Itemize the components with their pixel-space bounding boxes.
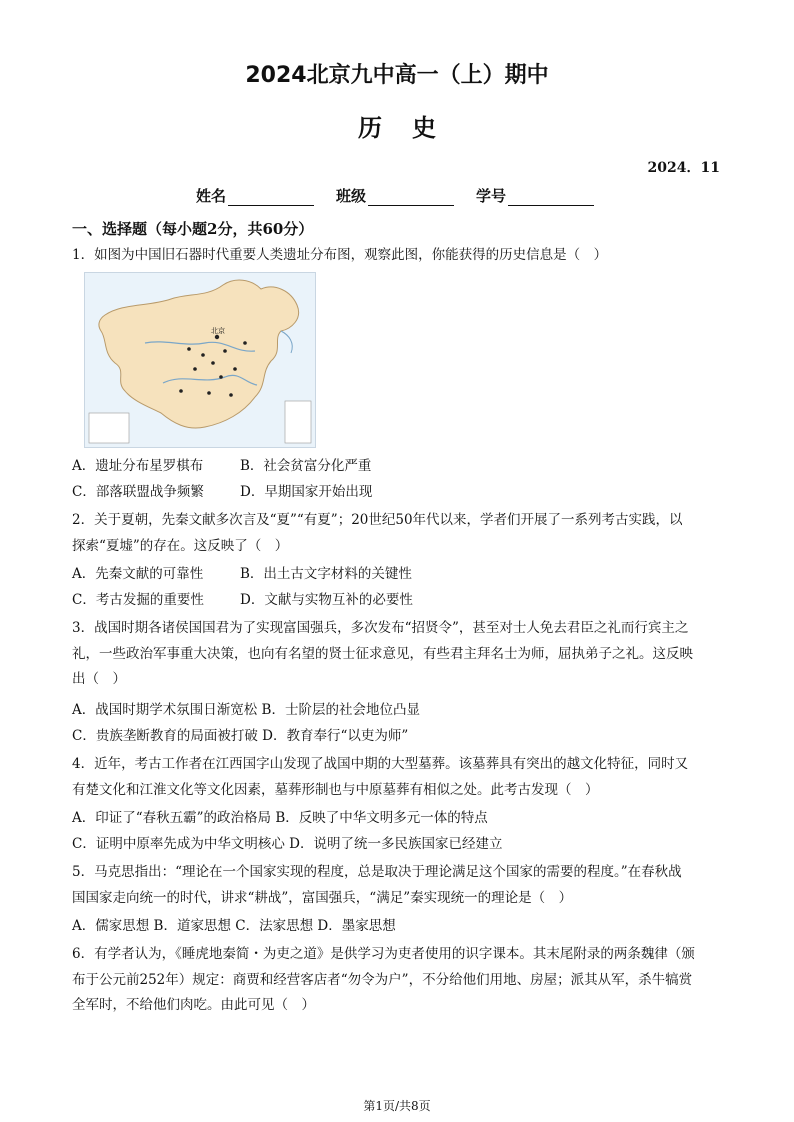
question-line: 有楚文化和江淮文化等文化因素，墓葬形制也与中原墓葬有相似之处。此考古发现（ ）	[72, 781, 599, 798]
question-5-options	[72, 914, 722, 940]
option-line-abcd[interactable]: A．儒家思想 B．道家思想 C．法家思想 D．墨家思想	[72, 918, 396, 934]
china-map-figure	[85, 273, 315, 447]
id-field	[476, 185, 594, 206]
options-row	[72, 454, 722, 480]
name-label: 姓名	[196, 187, 227, 205]
question-3-options	[72, 698, 722, 749]
class-blank	[368, 189, 454, 206]
question-3	[72, 616, 722, 693]
section-heading: 一、选择题（每小题2分，共60分）	[72, 220, 314, 238]
option-line-ab[interactable]: A．印证了“春秋五霸”的政治格局 B．反映了中华文明多元一体的特点	[72, 810, 488, 826]
question-5	[72, 860, 722, 911]
student-info-fields	[196, 185, 594, 206]
question-line: 出（ ）	[72, 671, 126, 687]
question-line: 1．如图为中国旧石器时代重要人类遗址分布图，观察此图，你能获得的历史信息是（ ）	[72, 247, 608, 263]
page-footer: 第1页/共8页	[363, 1099, 431, 1113]
option-d[interactable]: D．文献与实物互补的必要性	[240, 591, 413, 608]
exam-date: 2024．11	[647, 160, 720, 176]
question-2-options	[72, 562, 722, 613]
question-line: 6．有学者认为，《睡虎地秦简・为吏之道》是供学习为吏者使用的识字课本。其末尾附录的两条魏律（颁	[72, 946, 695, 962]
option-a[interactable]: A．遗址分布星罗棋布	[72, 458, 204, 474]
paleolithic-sites-map	[84, 272, 316, 448]
option-b[interactable]: B．社会贫富分化严重	[240, 458, 372, 474]
question-line: 3．战国时期各诸侯国国君为了实现富国强兵，多次发布“招贤令”，甚至对士人免去君臣之礼而行宾主之	[72, 620, 689, 636]
question-line: 4．近年，考古工作者在江西国字山发现了战国中期的大型墓葬。该墓葬具有突出的越文化特征，同时又	[72, 756, 689, 772]
question-line: 国国家走向统一的时代，讲求“耕战”，富国强兵，“满足”秦实现统一的理论是（ ）	[72, 889, 573, 906]
class-label: 班级	[336, 187, 367, 205]
option-c[interactable]: C．考古发掘的重要性	[72, 591, 204, 608]
map-city-label: 北京	[211, 327, 225, 335]
question-line: 5．马克思指出：“理论在一个国家实现的程度，总是取决于理论满足这个国家的需要的程度。”在春秋战	[72, 864, 682, 880]
option-b[interactable]: B．出土古文字材料的关键性	[240, 566, 412, 582]
question-line: 探索“夏墟”的存在。这反映了（ ）	[72, 537, 289, 554]
question-1	[72, 243, 722, 269]
exam-title: 2024北京九中高一（上）期中	[245, 63, 549, 88]
question-4	[72, 752, 722, 803]
question-6	[72, 942, 722, 1019]
question-line: 全军时，不给他们肉吃。由此可见（ ）	[72, 997, 315, 1013]
option-d[interactable]: D．早期国家开始出现	[240, 483, 373, 500]
option-a[interactable]: A．先秦文献的可靠性	[72, 566, 204, 582]
id-label: 学号	[476, 187, 507, 205]
option-c[interactable]: C．部落联盟战争频繁	[72, 483, 204, 500]
options-row	[72, 480, 722, 506]
question-2	[72, 508, 722, 559]
option-line-ab[interactable]: A．战国时期学术氛围日渐宽松 B．士阶层的社会地位凸显	[72, 702, 420, 718]
id-blank	[508, 189, 594, 206]
options-row	[72, 562, 722, 588]
question-4-options	[72, 806, 722, 857]
question-1-options	[72, 454, 722, 505]
class-field	[336, 185, 454, 206]
name-blank	[228, 189, 314, 206]
name-field	[196, 185, 314, 206]
options-row	[72, 588, 722, 614]
exam-subject: 历史	[358, 114, 466, 142]
question-line: 2．关于夏朝，先秦文献多次言及“夏”“有夏”；20世纪50年代以来，学者们开展了一系列考古实践，以	[72, 512, 683, 528]
option-line-cd[interactable]: C．证明中原率先成为中华文明核心 D．说明了统一多民族国家已经建立	[72, 835, 503, 852]
option-line-cd[interactable]: C．贵族垄断教育的局面被打破 D．教育奉行“以吏为师”	[72, 727, 409, 744]
question-line: 礼，一些政治军事重大决策，也向有名望的贤士征求意见，有些君主拜名士为师，屈执弟子之礼。这反映	[72, 645, 693, 662]
question-line: 布于公元前252年）规定：商贾和经营客店者“勿令为户”，不分给他们用地、房屋；派其从军，杀牛犒赏	[72, 971, 693, 988]
